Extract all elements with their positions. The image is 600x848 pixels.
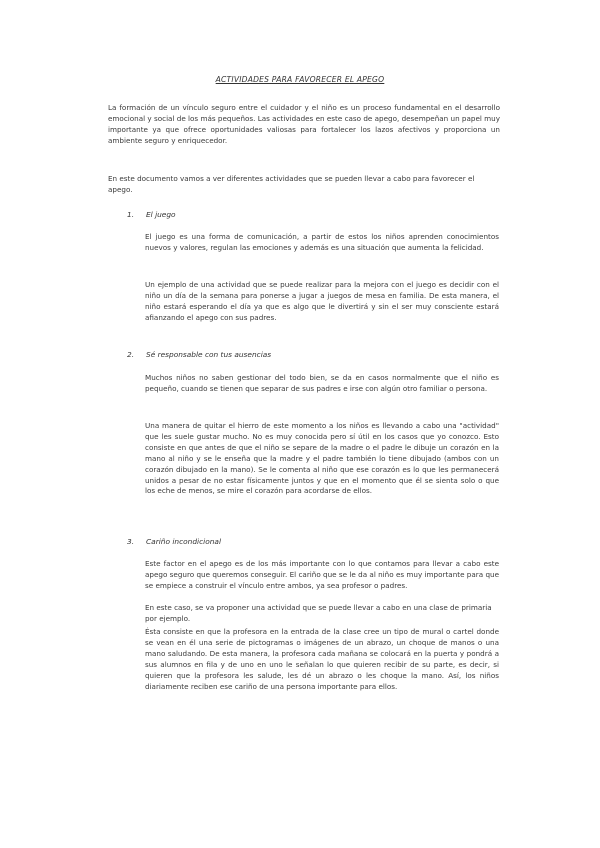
section-paragraph: Este factor en el apego es de los más importante con lo que contamos para llevar a cabo este apego seguro que queremos conseguir. El cariño que se le da al niño es muy importante para que se empiece a construir el vínculo entre ambos, ya sea profesor o padres. — [145, 559, 499, 590]
section-paragraph: Muchos niños no saben gestionar del todo bien, se da en casos normalmente que el niño es pequeño, cuando se tienen que separar de sus padres e irse con algún otro familiar o persona. — [145, 373, 499, 393]
section-paragraph: Un ejemplo de una actividad que se puede realizar para la mejora con el juego es decidir con el niño un día de la semana para ponerse a jugar a juegos de mesa en familia. De esta manera, el niño estará esperando el día ya que es algo que le divertirá y sin el ser muy consciente estará afianzando el apego con sus padres. — [145, 280, 499, 322]
section-paragraph: Una manera de quitar el hierro de este momento a los niños es llevando a cabo una "actividad" que les suele gustar mucho. No es muy conocida pero sí útil en los casos que yo conozco. Esto consiste en que antes de que el niño se separe de la madre o el padre le dibuje un corazón en la mano al niño y se le enseña que la madre y el padre también lo tiene dibujado (ambos con un corazón dibujado en la mano). Se le comenta al niño que ese corazón es lo que les permanecerá unidos a pesar de no estar físicamente juntos y que en el momento que él se sienta solo o que los eche de menos, se mire el corazón para acordarse de ellos. — [145, 421, 499, 496]
section-paragraph: En este caso, se va proponer una actividad que se puede llevar a cabo en una clase de primaria por ejemplo. — [145, 603, 492, 623]
section-heading — [127, 350, 271, 359]
section-paragraph: Ésta consiste en que la profesora en la entrada de la clase cree un tipo de mural o cartel donde se vean en él una serie de pictogramas o imágenes de un abrazo, un choque de manos o una mano saludando. De esta manera, la profesora cada mañana se colocará en la puerta y pondrá a sus alumnos en fila y de uno en uno le señalan lo que quieren recibir de su parte, es decir, si quieren que la profesora les salude, les dé un abrazo o les choque la mano. Así, los niños diariamente reciben ese cariño de una persona importante para ellos. — [145, 627, 499, 691]
section-title: Cariño incondicional — [146, 537, 221, 546]
section-paragraph: El juego es una forma de comunicación, a partir de estos los niños aprenden conocimientos nuevos y valores, regulan las emociones y además es una situación que aumenta la felicidad. — [145, 232, 499, 252]
intro-paragraph: En este documento vamos a ver diferentes actividades que se pueden llevar a cabo para favorecer el apego. — [108, 174, 475, 194]
section-heading — [127, 210, 176, 219]
section-heading — [127, 537, 221, 546]
intro-paragraph: La formación de un vínculo seguro entre el cuidador y el niño es un proceso fundamental en el desarrollo emocional y social de los más pequeños. Las actividades en este caso de apego, desempeñan un papel muy importante ya que ofrece oportunidades valiosas para fortalecer los lazos afectivos y proporciona un ambiente seguro y enriquecedor. — [108, 103, 500, 145]
section-number: 3. — [127, 537, 135, 546]
section-number: 1. — [127, 210, 135, 219]
section-number: 2. — [127, 350, 135, 359]
section-title: Sé responsable con tus ausencias — [146, 350, 272, 359]
document-title: ACTIVIDADES PARA FAVORECER EL APEGO — [215, 75, 385, 84]
section-title: El juego — [146, 210, 176, 219]
